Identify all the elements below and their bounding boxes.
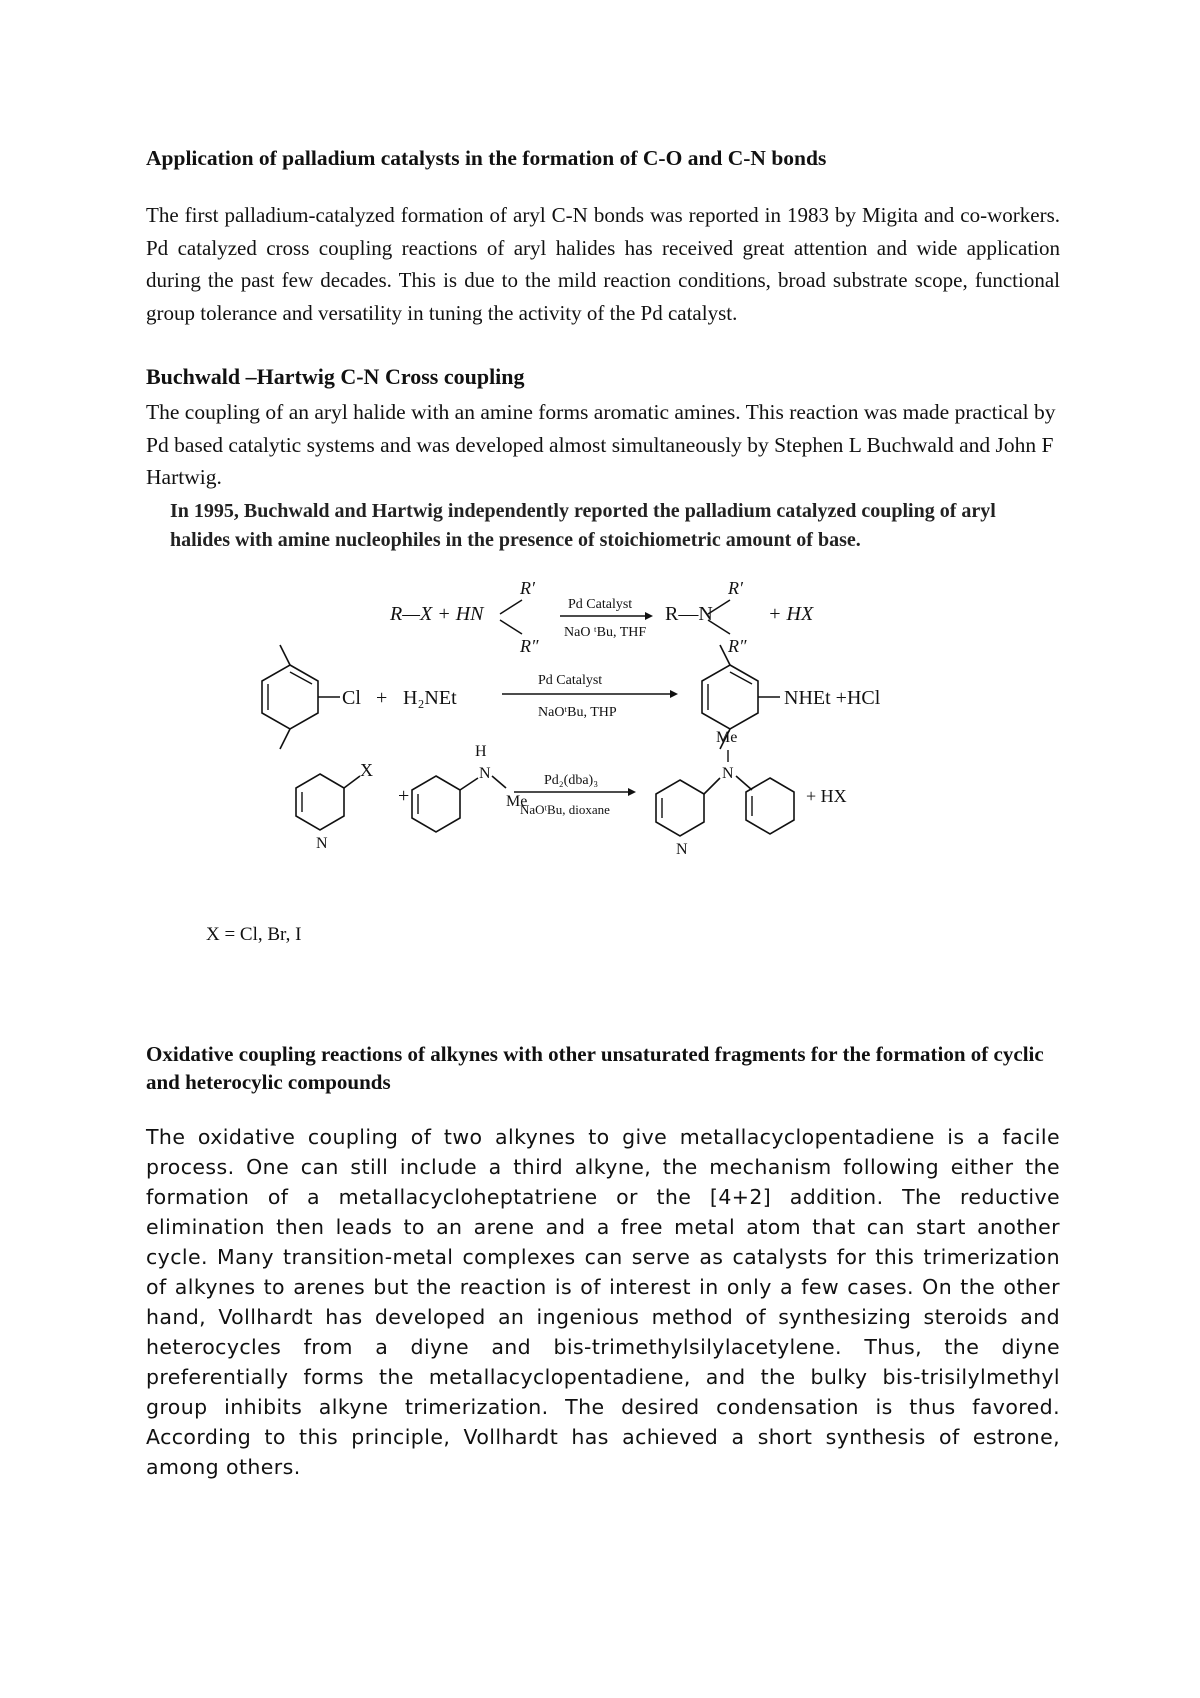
reaction1-product-r-prime: R′ bbox=[728, 578, 743, 598]
reaction1-reactant: R—X + HN bbox=[390, 603, 484, 625]
oxidative-coupling-heading: Oxidative coupling reactions of alkynes with other unsaturated fragments for the formation of cyclic and heterocylic compounds bbox=[146, 1042, 1044, 1094]
reaction1-product: R—N bbox=[665, 603, 713, 625]
reaction1-r-prime: R′ bbox=[520, 578, 535, 598]
reaction3-pyridine-ring bbox=[296, 774, 344, 830]
reaction3-amine-me: Me bbox=[506, 793, 528, 810]
figure-caption: In 1995, Buchwald and Hartwig independently reported the palladium catalyzed coupling of aryl halides with amine nucleophiles in the presence of stoichiometric amount of base. bbox=[170, 500, 996, 551]
reaction3-product-ring-n: N bbox=[676, 841, 688, 858]
reaction3-ring-n: N bbox=[316, 835, 328, 852]
reaction1-r-double-prime: R″ bbox=[520, 636, 539, 656]
reaction1-conditions: NaO ᵗBu, THF bbox=[564, 625, 647, 640]
reaction-2 bbox=[262, 645, 881, 749]
reaction3-amine-h: H bbox=[475, 743, 487, 760]
reaction2-amine: H₂NEt bbox=[403, 687, 457, 709]
reaction2-product-ring bbox=[702, 665, 758, 729]
reaction3-plus: + bbox=[398, 785, 410, 807]
reaction1-catalyst: Pd Catalyst bbox=[568, 597, 633, 612]
intro-paragraph: The first palladium-catalyzed formation of aryl C-N bonds was reported in 1983 by Migita and co-workers. Pd catalyzed cross coupling reactions of aryl halides has received great attention and wide application during the past few decades. This is due to the mild reaction conditions, broad substrate scope, functional group tolerance and versatility in tuning the activity of the Pd catalyst. bbox=[146, 203, 1060, 325]
reaction3-amine-n: N bbox=[479, 765, 491, 782]
reaction1-product-r-double-prime: R″ bbox=[728, 636, 747, 656]
x-definition: X = Cl, Br, I bbox=[206, 924, 302, 945]
reaction3-product-me: Me bbox=[716, 729, 738, 746]
reaction1-byproduct: + HX bbox=[768, 603, 814, 625]
reaction2-benzene-ring bbox=[262, 665, 318, 729]
reaction3-product-phenyl-ring bbox=[746, 778, 794, 834]
reaction3-product-pyridine-ring bbox=[656, 780, 704, 836]
buchwald-hartwig-paragraph: The coupling of an aryl halide with an amine forms aromatic amines. This reaction was made practical by Pd based catalytic systems and was developed almost simultaneously by Stephen L Buchwald and John F Hartwig. bbox=[146, 400, 1056, 489]
reaction3-conditions: NaOᵗBu, dioxane bbox=[520, 802, 610, 817]
reaction-3 bbox=[296, 729, 847, 858]
reaction2-product: NHEt +HCl bbox=[784, 687, 881, 709]
reaction-scheme bbox=[140, 570, 1040, 970]
reaction2-plus: + bbox=[376, 687, 388, 709]
reaction2-conditions: NaOᵗBu, THP bbox=[538, 705, 617, 720]
oxidative-coupling-paragraph: The oxidative coupling of two alkynes to give metallacyclopentadiene is a facile process. One can still include a third alkyne, the mechanism following either the formation of a metallacycloheptatriene or the [4+2] addition. The reductive elimination then leads to an arene and a free metal atom that can start another cycle. Many transition-metal complexes can serve as catalysts for this trimerization of alkynes to arenes but the reaction is of interest in only a few cases. On the other hand, Vollhardt has developed an ingenious method of synthesizing steroids and heterocycles from a diyne and bis-trimethylsilylacetylene. Thus, the diyne preferentially forms the metallacyclopentadiene, and the bulky bis-trisilylmethyl group inhibits alkyne trimerization. The desired condensation is thus favored. According to this principle, Vollhardt has achieved a short synthesis of estrone, among others. bbox=[146, 1125, 1060, 1479]
reaction3-catalyst: Pd₂(dba)₃ bbox=[544, 773, 599, 788]
reaction-1 bbox=[389, 578, 814, 656]
reaction3-product-n: N bbox=[722, 765, 734, 782]
reaction2-catalyst: Pd Catalyst bbox=[538, 673, 603, 688]
buchwald-hartwig-heading: Buchwald –Hartwig C-N Cross coupling bbox=[146, 364, 525, 389]
reaction3-aniline-ring bbox=[412, 776, 460, 832]
reaction3-halide: X bbox=[360, 760, 373, 780]
section-title: Application of palladium catalysts in the formation of C-O and C-N bonds bbox=[146, 146, 827, 170]
reaction3-byproduct: + HX bbox=[806, 786, 847, 806]
reaction2-substituent: Cl bbox=[342, 687, 361, 709]
